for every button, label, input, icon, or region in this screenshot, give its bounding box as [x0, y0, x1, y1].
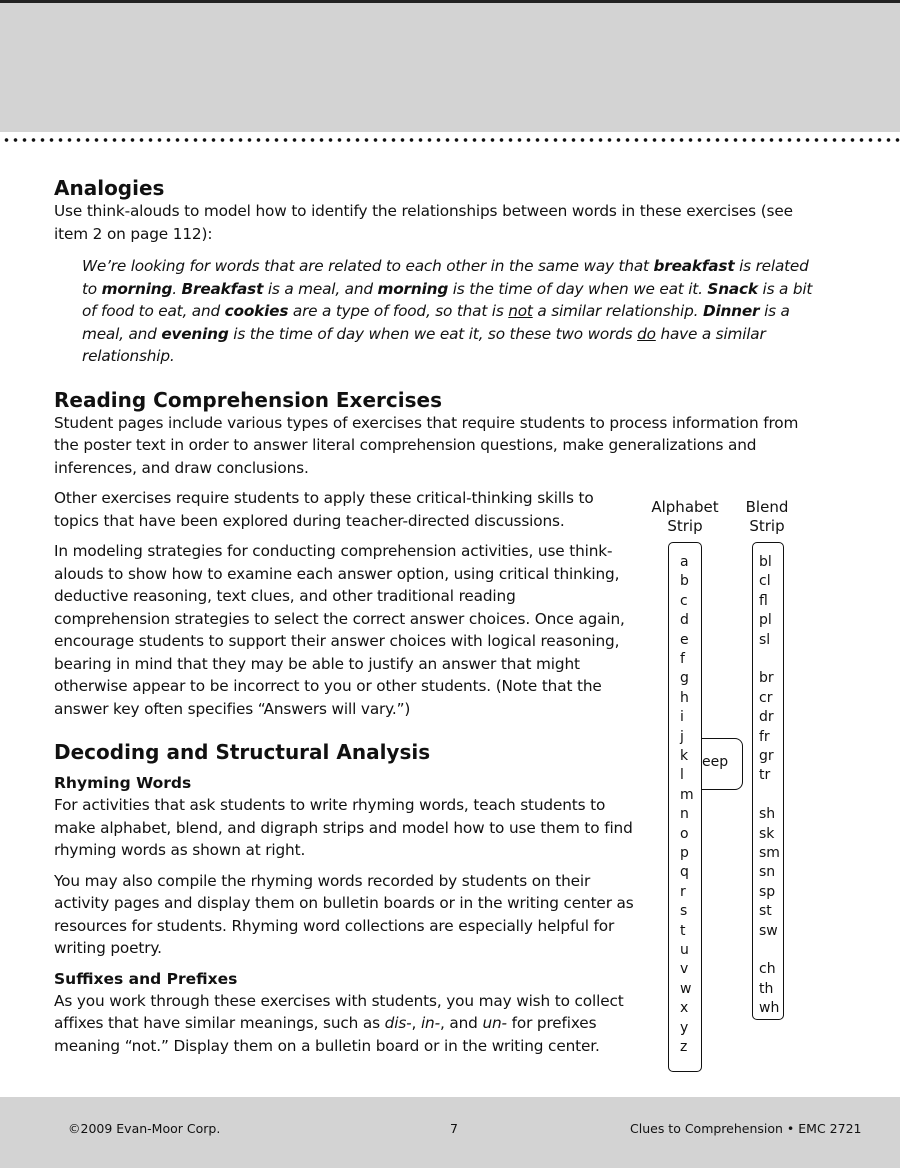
blend-item: sp [759, 883, 776, 900]
quote-segment: is the time of day when we eat it. [448, 279, 708, 298]
quote-segment: have a similar relationship. [82, 324, 766, 365]
blend-item: th [759, 980, 774, 997]
alphabet-letter: b [680, 573, 689, 590]
quote-segment: is related to [82, 257, 809, 298]
alphabet-letter: n [680, 806, 689, 823]
quote-segment: is a bit of food to eat, and [82, 279, 813, 320]
alphabet-letter: r [680, 883, 686, 900]
suffix-segment: , and [439, 1014, 483, 1032]
alphabet-letter: x [680, 1000, 689, 1017]
quote-segment: morning [377, 279, 449, 298]
alphabet-letter: u [680, 942, 689, 958]
alphabet-letter: f [680, 651, 685, 667]
alphabet-letter: p [680, 845, 689, 861]
suffix-segment: dis- [384, 1014, 412, 1032]
suffix-paragraph [54, 990, 634, 1058]
quote-segment: Breakfast [181, 279, 264, 298]
blend-item: cl [759, 573, 771, 590]
quote-segment: evening [161, 324, 229, 343]
blend-item: sm [759, 845, 780, 861]
rhyming-heading: Rhyming Words [54, 774, 192, 792]
blend-item: sn [759, 864, 776, 881]
alphabet-letter: y [680, 1019, 689, 1036]
reading-paragraph-2: Other exercises require students to apply these critical-thinking skills to topics that have been explored during teacher-directed discussions. [54, 489, 594, 530]
quote-segment: is the time of day when we eat it, so these two words [228, 324, 638, 343]
blend-item: bl [759, 554, 772, 570]
reading-paragraph-1: Student pages include various types of exercises that require students to process information from the poster text in order to answer literal comprehension questions, make generalizations and inferences, and draw conclusions. [54, 413, 799, 477]
blend-item: sk [759, 825, 775, 842]
suffix-segment: in- [420, 1014, 440, 1032]
alphabet-letter: h [680, 689, 689, 706]
quote-segment: are a type of food, so that is [288, 302, 509, 320]
quote-segment: is a meal, and [82, 302, 790, 343]
alphabet-letter: e [680, 631, 689, 648]
alphabet-letter: g [680, 670, 689, 687]
blend-item: pl [759, 612, 772, 629]
alphabet-letter: t [680, 922, 686, 939]
blend-item: ch [759, 961, 776, 978]
quote-segment: morning [101, 279, 173, 298]
blend-item: tr [759, 767, 771, 784]
blend-item: dr [759, 709, 774, 726]
alphabet-letter: l [680, 767, 684, 784]
alphabet-letter: q [680, 864, 689, 881]
suffix-segment: for prefixes meaning “not.” Display them on a bulletin board or in the writing center. [54, 1014, 600, 1055]
alphabet-letter: k [680, 748, 689, 764]
alphabet-letter: m [680, 786, 694, 803]
blend-item: fr [759, 728, 770, 745]
analogies-heading: Analogies [54, 176, 165, 200]
blend-item: fl [759, 592, 768, 609]
alphabet-title-line-1: Alphabet [651, 498, 719, 516]
decoding-heading: Decoding and Structural Analysis [54, 740, 431, 764]
blend-item: cr [759, 689, 773, 706]
alphabet-letter: v [680, 961, 689, 978]
dotted-divider [0, 136, 900, 144]
blend-item: sw [759, 922, 778, 939]
strip-window-text: eep [702, 754, 729, 770]
footer-title: Clues to Comprehension • EMC 2721 [630, 1121, 862, 1136]
suffix-segment: un- [482, 1014, 507, 1032]
analogies-intro: Use think-alouds to model how to identify the relationships between words in these exercises (see item 2 on page 112): [54, 202, 793, 243]
alphabet-letter: o [680, 825, 689, 842]
blend-title-line-1: Blend [745, 498, 789, 516]
blend-item: br [759, 670, 774, 687]
alphabet-strip-title [644, 498, 726, 536]
rhyming-paragraph-1: For activities that ask students to write rhyming words, teach students to make alphabet, blend, and digraph strips and model how to use them to find rhyming words as shown at right. [54, 796, 633, 859]
suffix-heading: Suffixes and Prefixes [54, 969, 238, 988]
blend-item: wh [759, 1000, 780, 1017]
quote-segment: Snack [707, 279, 758, 298]
quote-segment: cookies [224, 302, 289, 320]
quote-segment: Dinner [702, 302, 760, 320]
quote-segment: do [637, 324, 656, 343]
alphabet-letter: i [680, 709, 684, 726]
suffix-segment: As you work through these exercises with students, you may wish to collect affixes that have similar meanings, such as [54, 991, 624, 1032]
alphabet-letter: a [680, 554, 689, 570]
blend-item: gr [759, 748, 774, 764]
quote-segment: We’re looking for words that are related to each other in the same way that [82, 257, 654, 275]
blend-title-line-2: Strip [749, 517, 785, 535]
quote-segment: . [172, 279, 182, 298]
alphabet-letter: w [680, 980, 692, 997]
reading-heading: Reading Comprehension Exercises [54, 387, 442, 412]
blend-item: sh [759, 806, 776, 823]
quote-segment: a similar relationship. [532, 302, 703, 320]
footer-copyright: ©2009 Evan-Moor Corp. [68, 1121, 221, 1136]
header-band [0, 0, 900, 132]
footer-page-number: 7 [450, 1121, 458, 1136]
footer [0, 1097, 900, 1168]
alphabet-letter: d [680, 612, 689, 629]
alphabet-title-line-2: Strip [667, 517, 703, 535]
blend-item: st [759, 903, 772, 920]
reading-paragraph-3: In modeling strategies for conducting comprehension activities, use think-alouds to show how to examine each answer option, using critical thinking, deductive reasoning, text clues, and other traditional reading comprehension strategies to select the correct answer choices. Once again, encourage students to support their answer choices with logical reasoning, bearing in mind that they may be able to justify an answer that might otherwise appear to be incorrect to you or other students. (Note that the answer key often specifies “Answers will vary.”) [54, 542, 625, 718]
quote-segment: is a meal, and [263, 279, 378, 298]
blend-item: sl [759, 631, 771, 648]
rhyming-paragraph-2: You may also compile the rhyming words recorded by students on their activity pages and display them on bulletin boards or in the writing center as resources for students. Rhyming word collections are especially helpful for writing poetry. [54, 871, 634, 957]
quote-segment: not [508, 302, 533, 320]
analogies-quote [82, 255, 814, 368]
alphabet-letter: c [680, 592, 688, 609]
quote-segment: breakfast [653, 257, 735, 275]
blend-strip-title [736, 498, 798, 536]
alphabet-letter: j [680, 728, 684, 745]
suffix-segment: , [411, 1014, 421, 1032]
alphabet-letter: z [680, 1039, 688, 1055]
alphabet-letter: s [680, 903, 688, 920]
